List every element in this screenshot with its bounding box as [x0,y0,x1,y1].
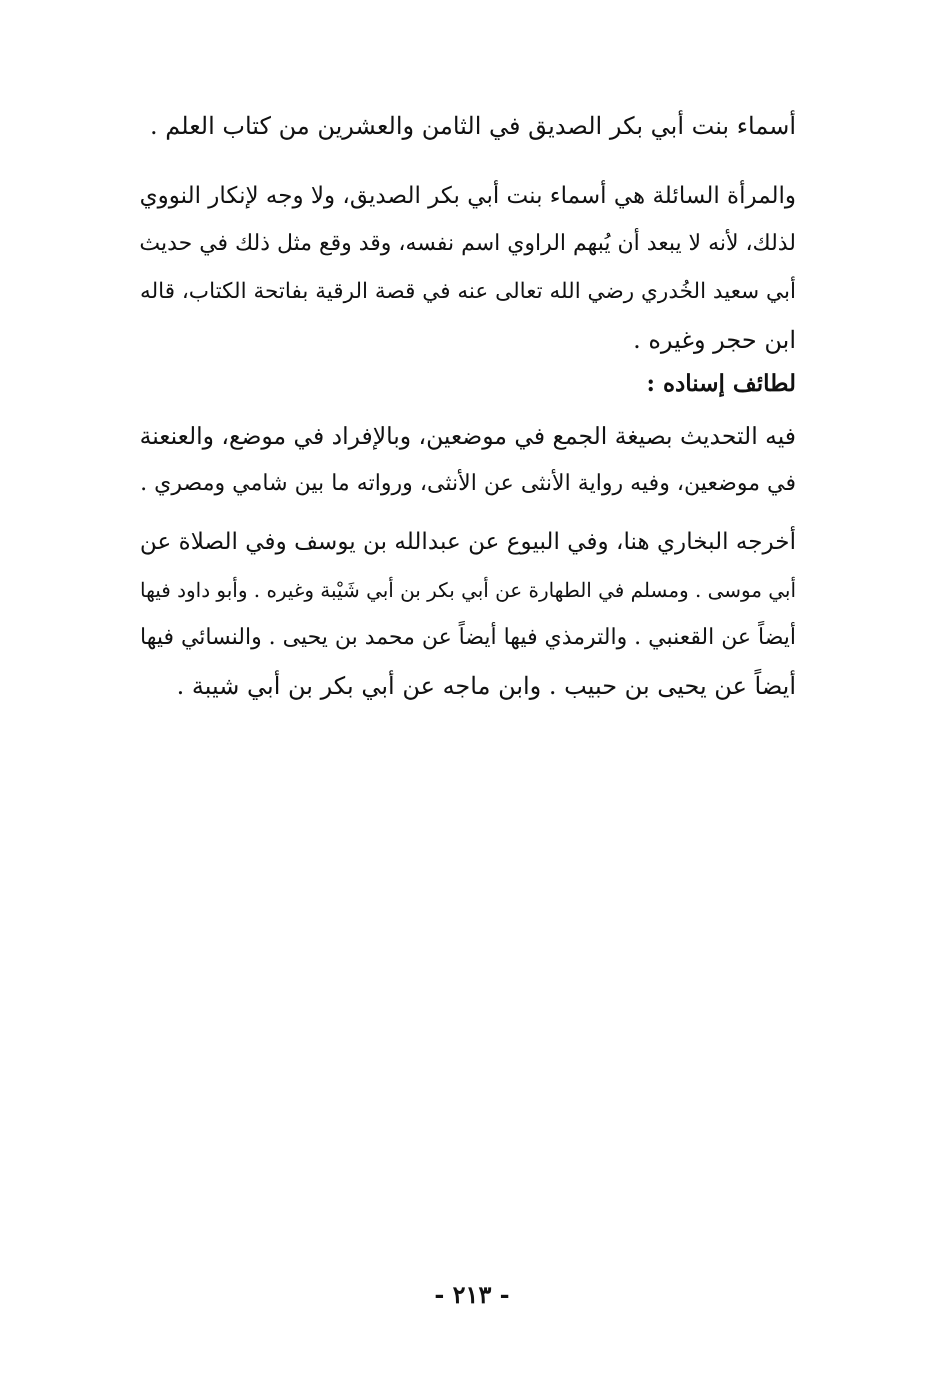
section-heading: لطائف إسناده : [646,370,796,397]
paragraph-line: أبي موسى . ومسلم في الطهارة عن أبي بكر بن أبي شَيْبة وغيره . وأبو داود فيها [140,578,796,602]
paragraph-line: والمرأة السائلة هي أسماء بنت أبي بكر الصديق، ولا وجه لإنكار النووي [139,183,796,209]
paragraph-4 [126,518,796,710]
paragraph-1 [126,102,796,150]
paragraph-line: لذلك، لأنه لا يبعد أن يُبهم الراوي اسم نفسه، وقد وقع مثل ذلك في حديث [139,231,796,256]
paragraph-line: أيضاً عن يحيى بن حبيب . وابن ماجه عن أبي بكر بن أبي شيبة . [176,672,796,700]
paragraph-line: في موضعين، وفيه رواية الأنثى عن الأنثى، ورواته ما بين شامي ومصري . [140,471,796,496]
page-number: - ٢١٣ - [434,1280,510,1309]
paragraph-line: أخرجه البخاري هنا، وفي البيوع عن عبدالله بن يوسف وفي الصلاة عن [139,529,796,555]
paragraph-line: أيضاً عن القعنبي . والترمذي فيها أيضاً عن محمد بن يحيى . والنسائي فيها [140,625,796,650]
paragraph-line: فيه التحديث بصيغة الجمع في موضعين، وبالإفراد في موضع، والعنعنة [139,422,796,450]
paragraph-line: أبي سعيد الخُدري رضي الله تعالى عنه في قصة الرقية بفاتحة الكتاب، قاله [140,279,796,304]
paragraph-line: ابن حجر وغيره . [633,326,796,354]
paragraph-2 [126,172,796,364]
paragraph-3 [126,412,796,508]
paragraph-line: أسماء بنت أبي بكر الصديق في الثامن والعشرين من كتاب العلم . [150,112,796,140]
